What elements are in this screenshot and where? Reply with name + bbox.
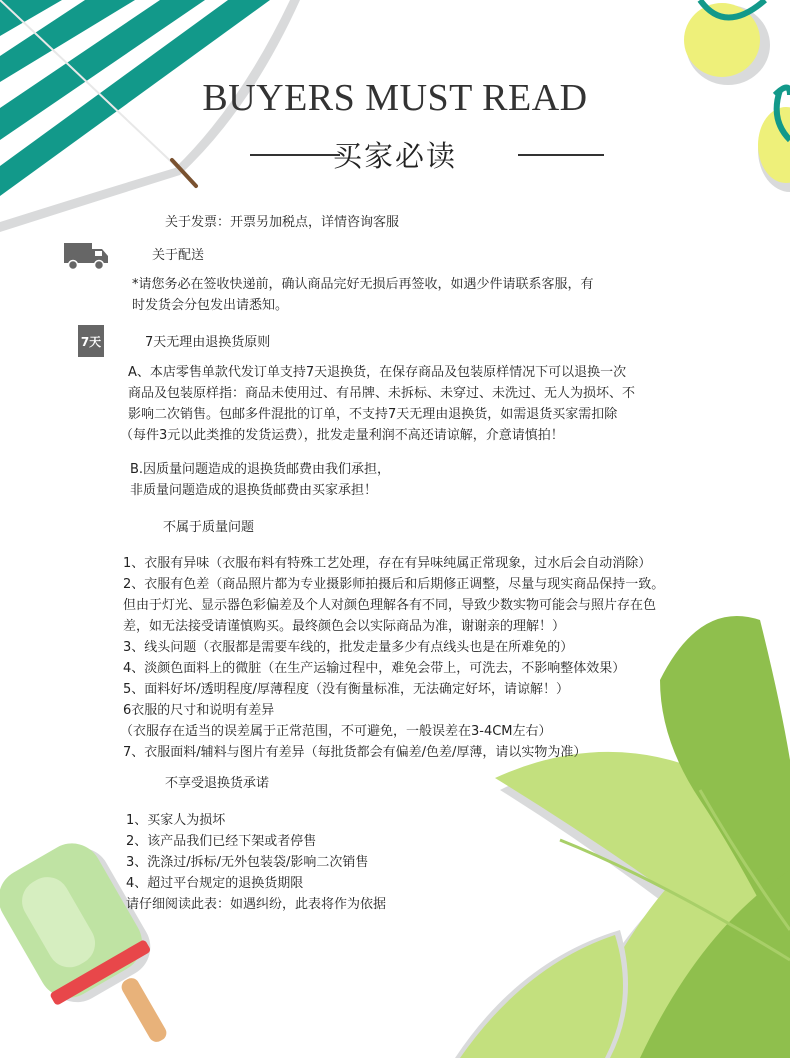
not-quality-line: （衣服存在适当的误差属于正常范围，不可避免，一般误差在3-4CM左右）: [120, 724, 552, 739]
no-return-line: 2、该产品我们已经下架或者停售: [126, 834, 317, 849]
not-quality-line: 2、衣服有色差（商品照片都为专业摄影师拍摄后和后期修正调整，尽量与现实商品保持一致。: [123, 577, 665, 592]
delivery-line: 时发货会分包发出请悉知。: [132, 298, 289, 313]
delivery-line: *请您务必在签收快递前，确认商品完好无损后再签收，如遇少件请联系客服，有: [132, 277, 594, 292]
not-quality-line: 但由于灯光、显示器色彩偏差及个人对颜色理解各有不同，导致少数实物可能会与照片存在色: [123, 598, 657, 613]
returns-para-a-line: 影响二次销售。包邮多件混批的订单，不支持7天无理由退换货，如需退货买家需扣除: [128, 407, 618, 422]
not-quality-line: 5、面料好坏/透明程度/厚薄程度（没有衡量标准，无法确定好坏，请谅解！）: [123, 682, 570, 697]
no-return-heading: 不享受退换货承诺: [165, 776, 270, 791]
page-title: BUYERS MUST READ: [202, 77, 588, 119]
not-quality-line: 6衣服的尺寸和说明有差异: [123, 703, 275, 718]
calendar-7-icon-label: 7天: [80, 335, 102, 349]
not-quality-line: 3、线头问题（衣服都是需要车线的，批发走量多少有点线头也是在所难免的）: [123, 640, 574, 655]
no-return-line: 1、买家人为损坏: [126, 813, 226, 828]
returns-para-b-line: 非质量问题造成的退换货邮费由买家承担！: [130, 483, 378, 498]
no-return-line: 4、超过平台规定的退换货期限: [126, 876, 304, 891]
returns-para-a-line: A、本店零售单款代发订单支持7天退换货，在保存商品及包装原样情况下可以退换一次: [128, 365, 627, 380]
not-quality-line: 差，如无法接受请谨慎购买。最终颜色会以实际商品为准，谢谢亲的理解！）: [123, 619, 566, 634]
subtitle-row: [0, 132, 790, 176]
subtitle-right-rule: [518, 154, 604, 156]
page-subtitle: 买家必读: [332, 139, 457, 173]
delivery-heading: 关于配送: [152, 248, 205, 263]
not-quality-heading: 不属于质量问题: [163, 520, 255, 535]
not-quality-line: 7、衣服面料/辅料与图片有差异（每批货都会有偏差/色差/厚薄，请以实物为准）: [123, 745, 587, 760]
calendar-7-icon: [78, 325, 104, 357]
returns-para-a-line: 商品及包装原样指：商品未使用过、有吊牌、未拆标、未穿过、未洗过、无人为损坏、不: [128, 386, 636, 401]
returns-para-a-line: （每件3元以此类推的发货运费），批发走量利润不高还请谅解，介意请慎拍！: [120, 428, 564, 443]
no-return-footer: 请仔细阅读此表：如遇纠纷，此表将作为依据: [126, 897, 387, 912]
no-return-line: 3、洗涤过/拆标/无外包装袋/影响二次销售: [126, 855, 369, 870]
truck-icon: [62, 240, 110, 272]
not-quality-line: 4、淡颜色面料上的微脏（在生产运输过程中，难免会带上，可洗去，不影响整体效果）: [123, 661, 626, 676]
returns-para-b-line: B.因质量问题造成的退换货邮费由我们承担，: [130, 462, 391, 477]
not-quality-line: 1、衣服有异味（衣服布料有特殊工艺处理，存在有异味纯属正常现象，过水后会自动消除）: [123, 556, 652, 571]
invoice-note: 关于发票：开票另加税点，详情咨询客服: [165, 215, 400, 230]
returns-heading: 7天无理由退换货原则: [145, 335, 271, 350]
